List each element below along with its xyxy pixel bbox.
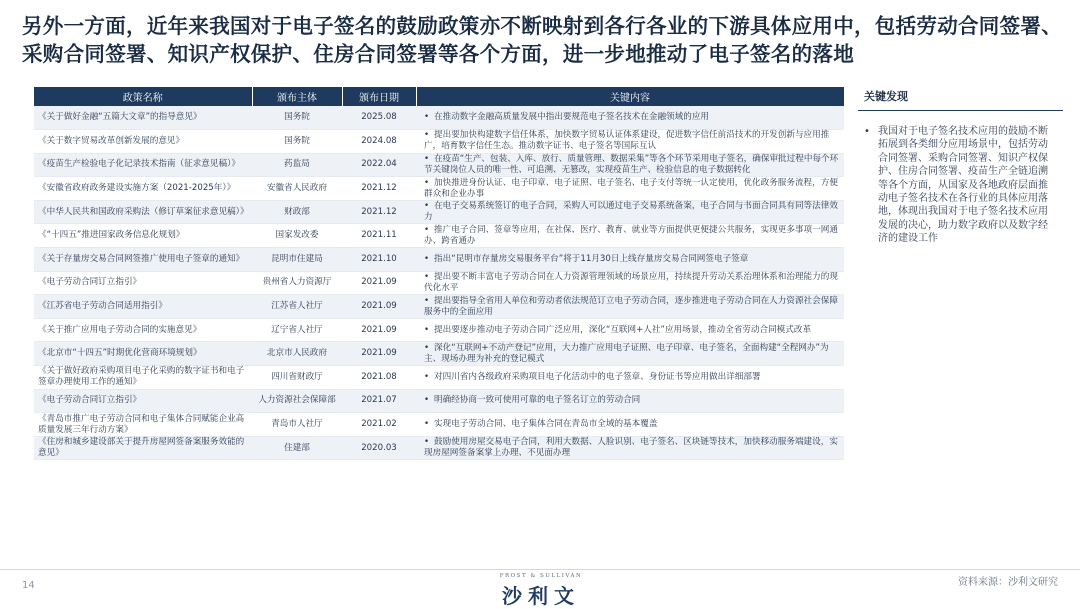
bullet-icon: • — [424, 342, 430, 353]
key-content-text: 加快推进身份认证、电子印章、电子证照、电子签名、电子支付等统一认定使用，优化政务服务流程，方便群众和企业办事 — [424, 177, 838, 199]
bullet-icon: • — [424, 130, 430, 141]
date-cell: 2021.02 — [342, 413, 416, 437]
date-cell: 2021.11 — [342, 224, 416, 248]
key-content-cell — [416, 177, 844, 201]
date-cell: 2021.12 — [342, 177, 416, 201]
key-content-cell — [416, 436, 844, 460]
table-row — [34, 106, 844, 130]
key-content-text: 提出要指导全省用人单位和劳动者依法规范订立电子劳动合同，逐步推进电子劳动合同在人力资源社会保障服务中的全面应用 — [424, 295, 838, 317]
key-findings-body — [858, 111, 1063, 246]
table-row — [34, 130, 844, 154]
bullet-icon: • — [424, 253, 430, 264]
header-date: 颁布日期 — [342, 87, 416, 106]
key-content-cell — [416, 130, 844, 154]
table-row — [34, 295, 844, 319]
issuer-cell: 四川省财政厅 — [252, 366, 342, 390]
header-policy-name: 政策名称 — [34, 87, 252, 106]
issuer-cell: 国家发改委 — [252, 224, 342, 248]
key-findings-title: 关键发现 — [858, 84, 1063, 111]
key-content-cell — [416, 153, 844, 177]
table-row — [34, 342, 844, 366]
policy-name-cell: 《中华人民共和国政府采购法（修订草案征求意见稿）》 — [34, 200, 252, 224]
key-findings-text: 我国对于电子签名技术应用的鼓励不断拓展到各类细分应用场景中，包括劳动合同签署、采购合同签署、知识产权保护、住房合同签署、疫苗生产全链追溯等各个方面，从国家及各地政府层面推动电子签名技术在各行业的具体应用落地，体现出我国对于电子签名技术应用发展的决心，助力数字政府以及数字经济的建设工作 — [878, 126, 1048, 245]
key-content-text: 提出要加快构建数字信任体系，加快数字贸易认证体系建设，促进数字信任前沿技术的开发创新与应用推广，培育数字信任生态。推动数字证书、电子签名等国际互认 — [424, 130, 830, 152]
issuer-cell: 药监局 — [252, 153, 342, 177]
table-row — [34, 248, 844, 272]
issuer-cell: 国务院 — [252, 106, 342, 130]
key-content-cell — [416, 318, 844, 342]
footer-divider — [0, 569, 1080, 570]
key-content-cell — [416, 342, 844, 366]
key-content-text: 提出要逐步推动电子劳动合同广泛应用，深化“互联网+人社”应用场景，推动全省劳动合同模式改革 — [434, 324, 812, 335]
date-cell: 2020.03 — [342, 436, 416, 460]
date-cell: 2021.08 — [342, 366, 416, 390]
key-content-text: 在电子交易系统签订的电子合同，采购人可以通过电子交易系统备案，电子合同与书面合同具有同等法律效力 — [424, 201, 838, 223]
key-content-cell — [416, 106, 844, 130]
table-row — [34, 177, 844, 201]
key-content-cell — [416, 224, 844, 248]
key-content-cell — [416, 248, 844, 272]
issuer-cell: 贵州省人力资源厅 — [252, 271, 342, 295]
date-cell: 2021.12 — [342, 200, 416, 224]
brand-name-english: FROST & SULLIVAN — [499, 573, 583, 579]
key-findings-panel — [858, 84, 1063, 246]
key-content-text: 在疫苗“生产、包装、入库、放行、质量管理、数据采集”等各个环节采用电子签名，确保审批过程中每个环节关键岗位人员的唯一性、可追溯、无篡改，实现疫苗生产、检验信息的电子数据转化 — [424, 153, 839, 175]
key-content-text: 对四川省内各级政府采购项目电子化活动中的电子签章、身份证书等应用做出详细部署 — [434, 371, 761, 382]
page-number: 14 — [22, 580, 35, 591]
table-row — [34, 436, 844, 460]
header-issuer: 颁布主体 — [252, 87, 342, 106]
issuer-cell: 江苏省人社厅 — [252, 295, 342, 319]
bullet-icon: • — [424, 437, 430, 448]
policy-name-cell: 《青岛市推广电子劳动合同和电子集体合同赋能企业高质量发展三年行动方案》 — [34, 413, 252, 437]
issuer-cell: 昆明市住建局 — [252, 248, 342, 272]
bullet-icon: • — [424, 224, 430, 235]
date-cell: 2024.08 — [342, 130, 416, 154]
date-cell: 2021.09 — [342, 318, 416, 342]
bullet-icon: • — [424, 324, 430, 335]
policy-name-cell: 《安徽省政府政务建设实施方案（2021-2025年）》 — [34, 177, 252, 201]
key-content-text: 提出要不断丰富电子劳动合同在人力资源管理领域的场景应用，持续提升劳动关系治理体系和治理能力的现代化水平 — [424, 271, 838, 293]
key-content-cell — [416, 271, 844, 295]
key-content-text: 明确经协商一致可使用可靠的电子签名订立的劳动合同 — [434, 395, 641, 406]
date-cell: 2022.04 — [342, 153, 416, 177]
date-cell: 2021.09 — [342, 342, 416, 366]
table-row — [34, 318, 844, 342]
key-content-text: 在推动数字金融高质量发展中指出要规范电子签名技术在金融领域的应用 — [434, 112, 710, 123]
table-body — [34, 106, 844, 460]
policy-name-cell: 《北京市“十四五”时期优化营商环境规划》 — [34, 342, 252, 366]
key-content-text: 推广电子合同、签章等应用，在社保、医疗、教育、就业等方面提供更便捷公共服务，实现更多事项一网通办、跨省通办 — [424, 224, 838, 246]
policy-name-cell: 《住房和城乡建设部关于提升房屋网签备案服务效能的意见》 — [34, 436, 252, 460]
key-content-cell — [416, 295, 844, 319]
policy-table — [34, 87, 845, 460]
issuer-cell: 人力资源社会保障部 — [252, 389, 342, 413]
bullet-icon: • — [424, 271, 430, 282]
policy-name-cell: 《关于做好金融“五篇大文章”的指导意见》 — [34, 106, 252, 130]
key-content-cell — [416, 389, 844, 413]
table-row — [34, 389, 844, 413]
policy-name-cell: 《关于推广应用电子劳动合同的实施意见》 — [34, 318, 252, 342]
issuer-cell: 安徽省人民政府 — [252, 177, 342, 201]
date-cell: 2021.09 — [342, 271, 416, 295]
issuer-cell: 住建部 — [252, 436, 342, 460]
date-cell: 2021.09 — [342, 295, 416, 319]
policy-name-cell: 《关于存量房交易合同网签推广使用电子签章的通知》 — [34, 248, 252, 272]
bullet-icon: • — [424, 419, 430, 430]
date-cell: 2021.10 — [342, 248, 416, 272]
date-cell: 2025.08 — [342, 106, 416, 130]
brand-logo: 沙利文 — [502, 584, 580, 608]
source-note: 资料来源：沙利文研究 — [958, 577, 1058, 588]
bullet-icon: • — [424, 201, 430, 212]
table-row — [34, 413, 844, 437]
bullet-icon: • — [424, 177, 430, 188]
table-row — [34, 153, 844, 177]
policy-name-cell: 《“十四五”推进国家政务信息化规划》 — [34, 224, 252, 248]
table-row — [34, 271, 844, 295]
table-row — [34, 200, 844, 224]
bullet-icon: • — [864, 126, 870, 137]
policy-name-cell: 《关于数字贸易改革创新发展的意见》 — [34, 130, 252, 154]
issuer-cell: 青岛市人社厅 — [252, 413, 342, 437]
table-header-row — [34, 87, 844, 106]
date-cell: 2021.07 — [342, 389, 416, 413]
bullet-icon: • — [424, 112, 430, 123]
bullet-icon: • — [424, 295, 430, 306]
policy-name-cell: 《疫苗生产检验电子化记录技术指南（征求意见稿）》 — [34, 153, 252, 177]
key-content-text: 鼓励使用房屋交易电子合同，利用大数据、人脸识别、电子签名、区块链等技术，加快移动服务端建设，实现房屋网签备案掌上办理、不见面办理 — [424, 437, 838, 459]
issuer-cell: 北京市人民政府 — [252, 342, 342, 366]
key-content-cell — [416, 366, 844, 390]
issuer-cell: 国务院 — [252, 130, 342, 154]
header-key-content: 关键内容 — [416, 87, 844, 106]
bullet-icon: • — [424, 153, 430, 164]
bullet-icon: • — [424, 395, 430, 406]
policy-name-cell: 《电子劳动合同订立指引》 — [34, 389, 252, 413]
key-content-text: 指出“昆明市存量房交易服务平台”将于11月30日上线存量房交易合同网签电子签章 — [434, 253, 749, 264]
bullet-icon: • — [424, 371, 430, 382]
policy-table-container — [34, 87, 844, 460]
issuer-cell: 辽宁省人社厅 — [252, 318, 342, 342]
table-row — [34, 366, 844, 390]
key-content-cell — [416, 413, 844, 437]
key-content-text: 深化“互联网+不动产登记”应用，大力推广应用电子证照、电子印章、电子签名，全面构建“全程网办”为主、现场办理为补充的登记模式 — [424, 342, 829, 364]
key-content-cell — [416, 200, 844, 224]
policy-name-cell: 《电子劳动合同订立指引》 — [34, 271, 252, 295]
page-headline: 另外一方面，近年来我国对于电子签名的鼓励政策亦不断映射到各行各业的下游具体应用中，包括劳动合同签署、采购合同签署、知识产权保护、住房合同签署等各个方面，进一步地推动了电子签名的落地 — [22, 14, 1062, 66]
policy-name-cell: 《关于做好政府采购项目电子化采购的数字证书和电子签章办理使用工作的通知》 — [34, 366, 252, 390]
policy-name-cell: 《江苏省电子劳动合同适用指引》 — [34, 295, 252, 319]
table-row — [34, 224, 844, 248]
issuer-cell: 财政部 — [252, 200, 342, 224]
key-content-text: 实现电子劳动合同、电子集体合同在青岛市全域的基本覆盖 — [434, 419, 658, 430]
